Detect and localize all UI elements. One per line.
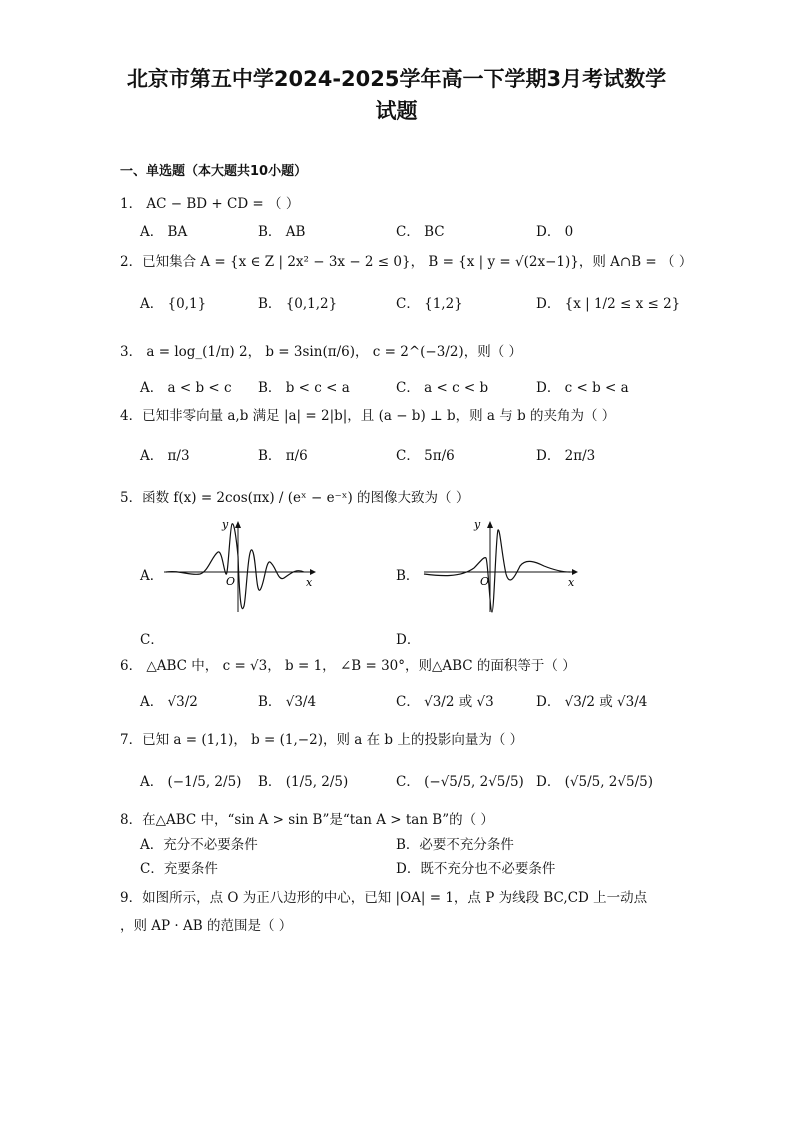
question-2-option-c: C． {1,2} xyxy=(396,296,463,312)
question-6-option-c: C． √3/2 或 √3 xyxy=(396,694,494,710)
question-3-stem: 3． a = log_(1/π) 2， b = 3sin(π/6)， c = 2^(−3/2)，则（ ） xyxy=(120,344,522,360)
question-2-stem: 2．已知集合 A = {x ∈ Z | 2x² − 3x − 2 ≤ 0}， B = {x | y = √(2x−1)}，则 A∩B = （ ） xyxy=(120,254,693,270)
question-9-stem-line-1: 9．如图所示，点 O 为正八边形的中心，已知 |OA| = 1，点 P 为线段 BC,CD 上一动点 xyxy=(120,890,648,906)
graph-b-y-label: y xyxy=(474,518,481,531)
graph-b-x-label: x xyxy=(568,576,575,589)
question-7-option-a: A． (−1/5, 2/5) xyxy=(140,774,242,790)
question-6-option-b: B． √3/4 xyxy=(258,694,317,710)
question-2-option-b: B． {0,1,2} xyxy=(258,296,338,312)
question-2-option-d: D． {x | 1/2 ≤ x ≤ 2} xyxy=(536,296,681,312)
page-title-continued: 试题 xyxy=(375,99,418,123)
question-8-stem: 8．在△ABC 中，“sin A > sin B”是“tan A > tan B”的（ ） xyxy=(120,812,494,828)
graph-b-origin-label: O xyxy=(480,575,490,588)
question-7-stem: 7．已知 a = (1,1)， b = (1,−2)，则 a 在 b 上的投影向量为（ ） xyxy=(120,732,524,748)
question-5-graph-b xyxy=(420,516,585,614)
question-5-option-a: A． xyxy=(140,568,164,584)
question-1-option-d: D． 0 xyxy=(536,224,574,240)
question-4-option-a: A． π/3 xyxy=(140,448,190,464)
section-heading: 一、单选题（本大题共10小题） xyxy=(120,164,308,179)
question-8-option-a: A．充分不必要条件 xyxy=(140,837,258,853)
question-8-option-d: D．既不充分也不必要条件 xyxy=(396,861,556,877)
question-3-option-c: C． a < c < b xyxy=(396,380,489,396)
question-4-option-c: C． 5π/6 xyxy=(396,448,455,464)
question-4-option-b: B． π/6 xyxy=(258,448,308,464)
graph-a-origin-label: O xyxy=(226,575,236,588)
question-4-stem: 4．已知非零向量 a,b 满足 |a| = 2|b|，且 (a − b) ⊥ b，则 a 与 b 的夹角为（ ） xyxy=(120,408,616,424)
question-8-option-c: C．充要条件 xyxy=(140,861,218,877)
graph-a-x-label: x xyxy=(306,576,313,589)
question-3-option-b: B． b < c < a xyxy=(258,380,350,396)
question-3-option-a: A． a < b < c xyxy=(140,380,232,396)
question-6-stem: 6． △ABC 中， c = √3， b = 1， ∠B = 30°，则△ABC 的面积等于（ ） xyxy=(120,658,576,674)
graph-a-y-label: y xyxy=(222,518,229,531)
question-1-option-b: B． AB xyxy=(258,224,306,240)
question-2-option-a: A． {0,1} xyxy=(140,296,207,312)
question-7-option-b: B． (1/5, 2/5) xyxy=(258,774,349,790)
question-8-option-b: B．必要不充分条件 xyxy=(396,837,514,853)
question-5-graph-a xyxy=(160,516,320,614)
page-title: 北京市第五中学2024-2025学年高一下学期3月考试数学 xyxy=(126,67,667,91)
question-1-stem: 1． AC − BD + CD = （ ） xyxy=(120,196,300,212)
question-9-stem-line-2: ，则 AP · AB 的范围是（ ） xyxy=(120,918,293,934)
question-6-option-a: A． √3/2 xyxy=(140,694,198,710)
question-5-option-c: C． xyxy=(140,632,164,648)
question-1-option-c: C． BC xyxy=(396,224,445,240)
question-7-option-d: D． (√5/5, 2√5/5) xyxy=(536,774,653,790)
question-5-stem: 5．函数 f(x) = 2cos(πx) / (eˣ − e⁻ˣ) 的图像大致为（ ） xyxy=(120,490,470,506)
question-4-option-d: D． 2π/3 xyxy=(536,448,596,464)
question-5-option-d: D． xyxy=(396,632,421,648)
question-1-option-a: A． BA xyxy=(140,224,188,240)
question-6-option-d: D． √3/2 或 √3/4 xyxy=(536,694,648,710)
question-7-option-c: C． (−√5/5, 2√5/5) xyxy=(396,774,524,790)
question-3-option-d: D． c < b < a xyxy=(536,380,629,396)
question-5-option-b: B． xyxy=(396,568,420,584)
